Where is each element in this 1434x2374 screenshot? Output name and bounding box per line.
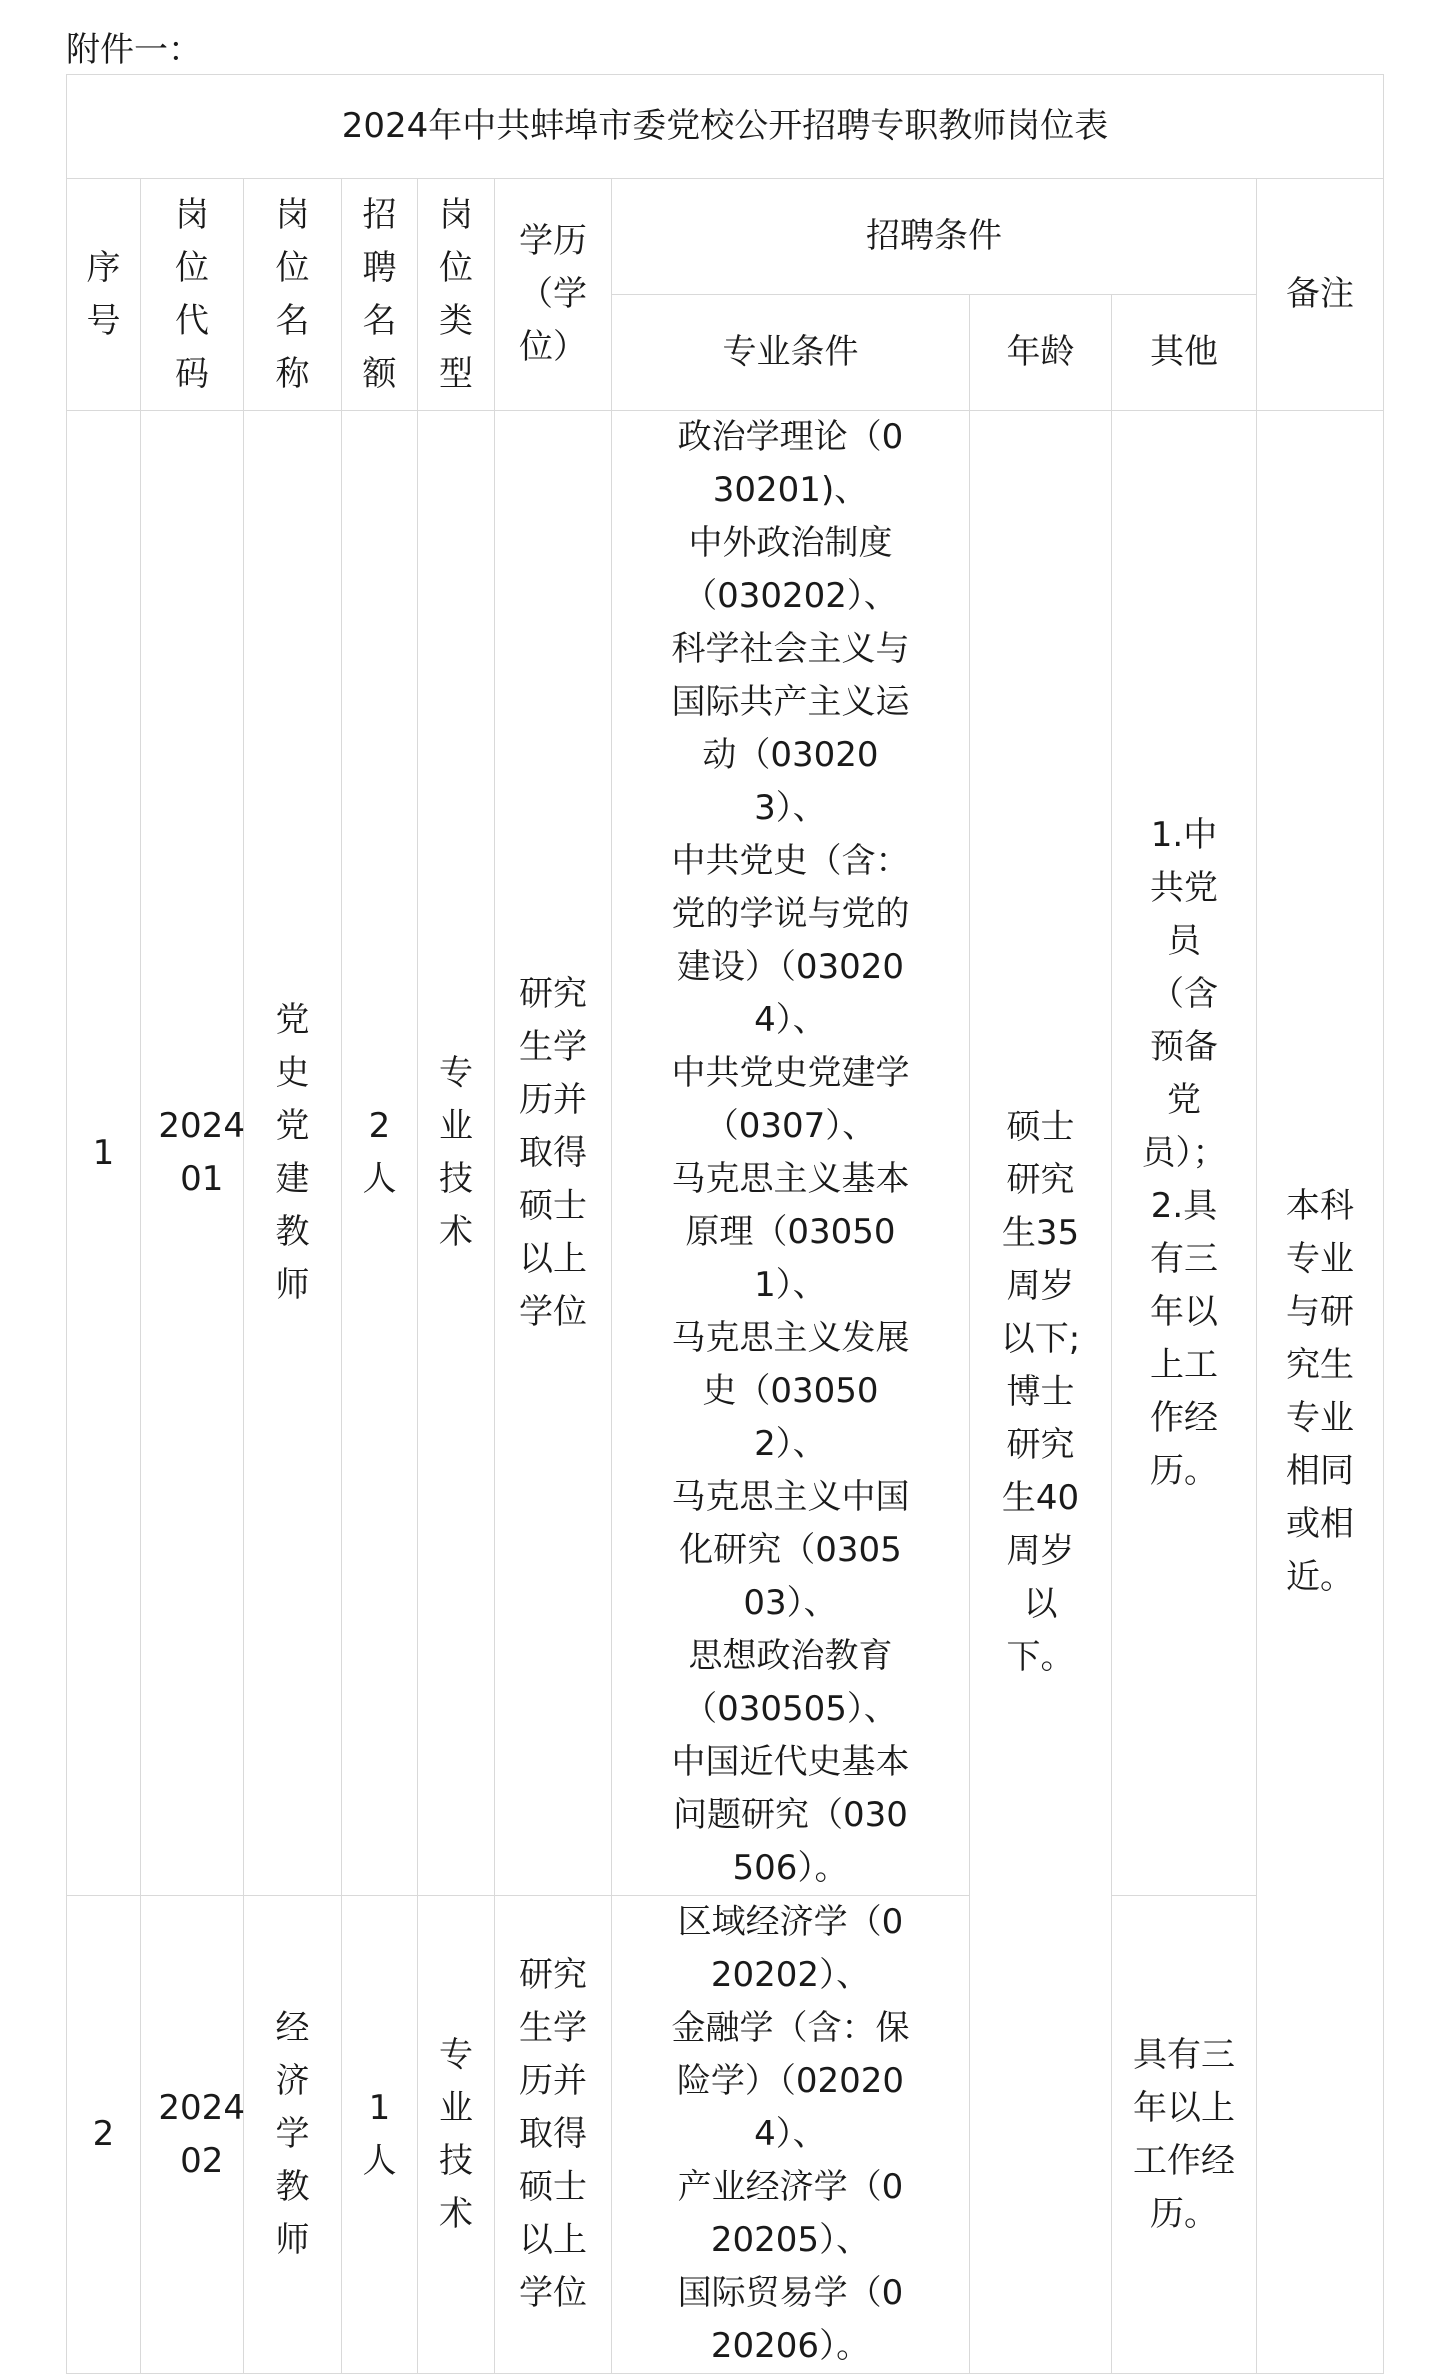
shared-age: 硕士研究生35周岁以下;博士研究生40周岁以下。 bbox=[970, 411, 1112, 2374]
row-seq: 2 bbox=[67, 1896, 141, 2374]
major-item: 中国近代史基本问题研究（030506）。 bbox=[671, 1742, 910, 1888]
header-row-1 bbox=[67, 179, 1384, 295]
header-post-name: 岗位名称 bbox=[244, 179, 342, 411]
row-post-type: 专业技术 bbox=[418, 411, 495, 1896]
major-item: 中外政治制度（030202）、 bbox=[683, 523, 898, 616]
row-other: 具有三年以上工作经历。 bbox=[1112, 1896, 1257, 2374]
row-quota: 2人 bbox=[342, 411, 418, 1896]
major-item: 政治学理论（030201)、 bbox=[677, 417, 904, 510]
table-row bbox=[67, 1896, 1384, 2374]
major-item: 马克思主义中国化研究（030503）、 bbox=[671, 1477, 910, 1623]
header-major: 专业条件 bbox=[612, 295, 970, 411]
recruitment-table bbox=[66, 74, 1384, 2374]
row-quota: 1人 bbox=[342, 1896, 418, 2374]
header-seq: 序号 bbox=[67, 179, 141, 411]
row-other: 1.中共党员（含预备党员）；2.具有三年以上工作经历。 bbox=[1112, 411, 1257, 1896]
major-item: 产业经济学（020205）、 bbox=[677, 2167, 904, 2260]
shared-remarks: 本科专业与研究生专业相同或相近。 bbox=[1257, 411, 1384, 2374]
row-education: 研究生学历并取得硕士以上学位 bbox=[495, 1896, 612, 2374]
title-row bbox=[67, 75, 1384, 179]
row-post-name: 党史党建教师 bbox=[244, 411, 342, 1896]
row-post-code: 202401 bbox=[141, 411, 244, 1896]
header-education: 学历（学位） bbox=[495, 179, 612, 411]
row-major-list bbox=[612, 411, 970, 1896]
major-item: 思想政治教育（030505）、 bbox=[683, 1636, 898, 1729]
header-other: 其他 bbox=[1112, 295, 1257, 411]
header-remarks: 备注 bbox=[1257, 179, 1384, 411]
header-age: 年龄 bbox=[970, 295, 1112, 411]
table-title: 2024年中共蚌埠市委党校公开招聘专职教师岗位表 bbox=[67, 75, 1384, 179]
header-quota: 招聘名额 bbox=[342, 179, 418, 411]
major-item: 区域经济学（020202）、 bbox=[677, 1902, 904, 1995]
header-conditions: 招聘条件 bbox=[612, 179, 1257, 295]
row-post-type: 专业技术 bbox=[418, 1896, 495, 2374]
major-item: 中共党史党建学（0307）、 bbox=[671, 1053, 910, 1146]
attachment-label: 附件一： bbox=[66, 30, 202, 70]
row-post-name: 经济学教师 bbox=[244, 1896, 342, 2374]
major-item: 金融学（含：保险学）（020204）、 bbox=[671, 2008, 910, 2154]
table-row bbox=[67, 411, 1384, 1896]
major-item: 国际贸易学（020206）。 bbox=[677, 2273, 904, 2366]
header-post-type: 岗位类型 bbox=[418, 179, 495, 411]
row-education: 研究生学历并取得硕士以上学位 bbox=[495, 411, 612, 1896]
row-major-list bbox=[612, 1896, 970, 2374]
major-item: 科学社会主义与国际共产主义运动（030203）、 bbox=[671, 629, 910, 828]
header-post-code: 岗位代码 bbox=[141, 179, 244, 411]
row-seq: 1 bbox=[67, 411, 141, 1896]
major-item: 马克思主义基本原理（030501）、 bbox=[671, 1159, 910, 1305]
row-post-code: 202402 bbox=[141, 1896, 244, 2374]
major-item: 中共党史（含：党的学说与党的建设）（030204）、 bbox=[671, 841, 910, 1040]
major-item: 马克思主义发展史（030502）、 bbox=[671, 1318, 910, 1464]
